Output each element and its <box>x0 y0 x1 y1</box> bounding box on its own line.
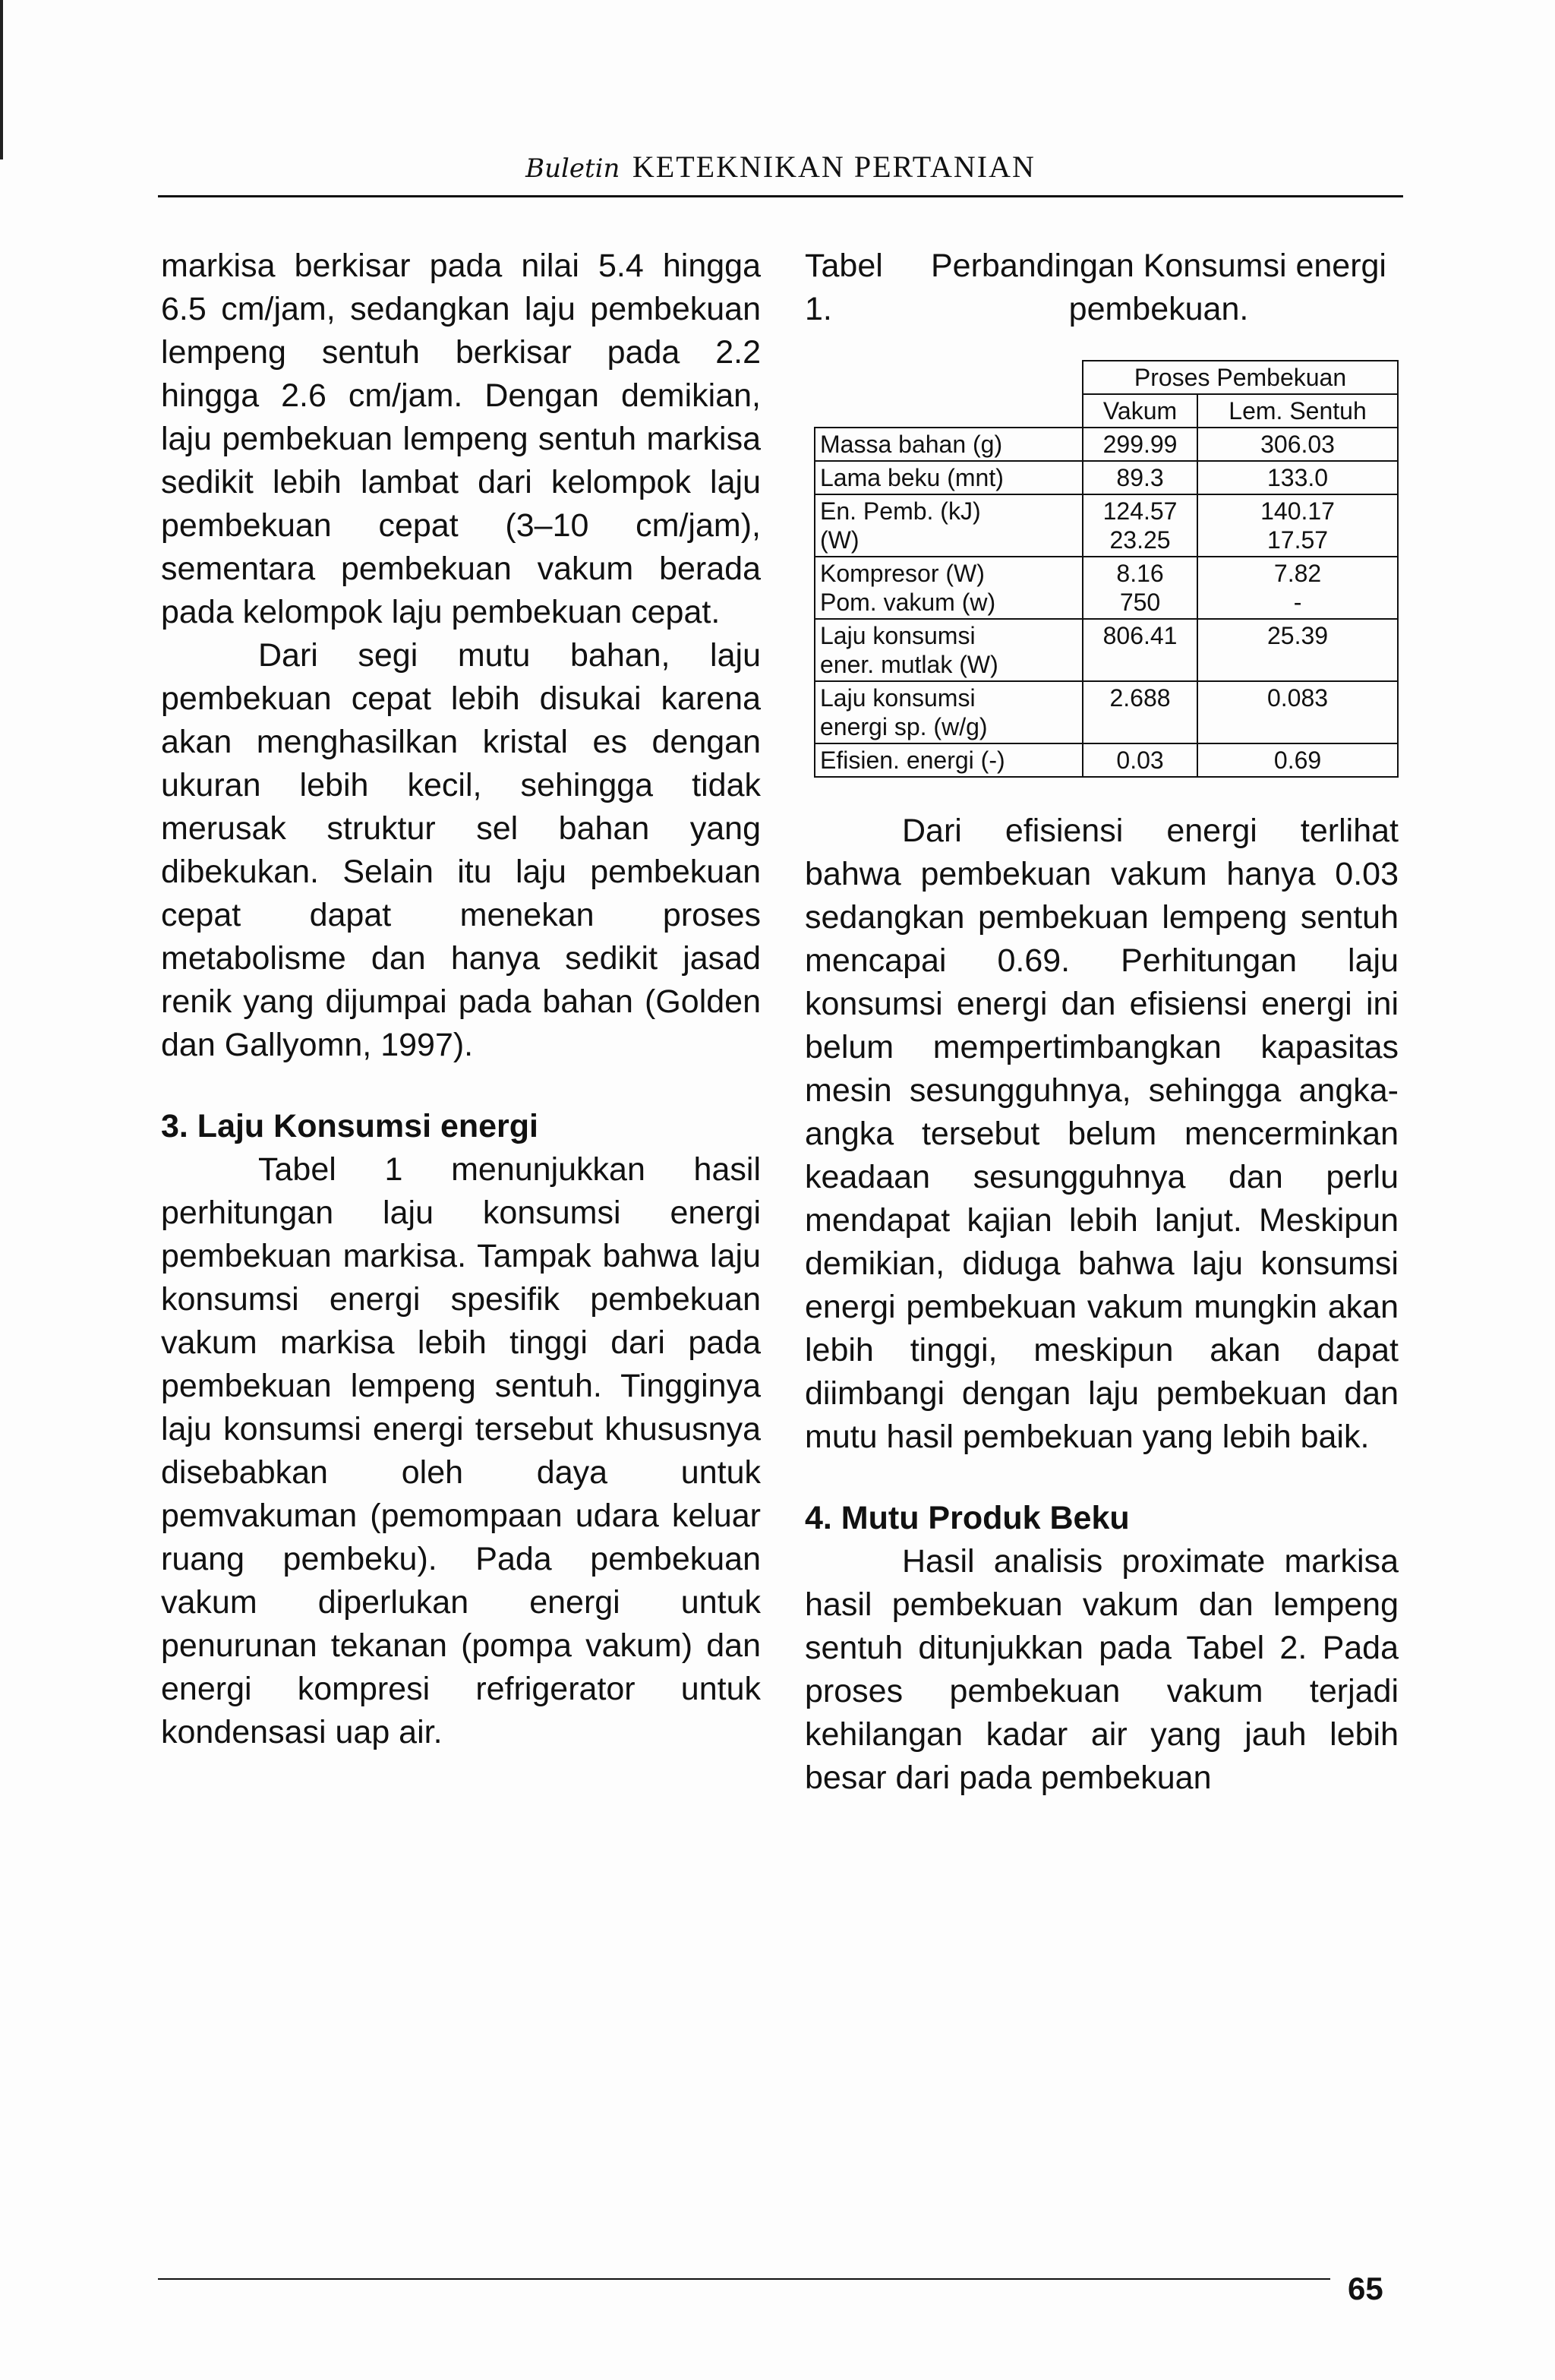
row-label-line: Kompresor (W) <box>820 560 985 587</box>
cell-value: 7.82 <box>1273 560 1322 587</box>
cell-value: 124.57 <box>1102 497 1178 525</box>
cell-lempeng: 0.083 <box>1197 681 1398 743</box>
row-label <box>815 619 1083 681</box>
table-caption-text: Perbandingan Konsumsi energi pembekuan. <box>930 248 1386 327</box>
table-row <box>815 461 1398 494</box>
row-label-line: (W) <box>820 526 860 554</box>
cell-vakum <box>1083 557 1197 619</box>
cell-lempeng: 133.0 <box>1197 461 1398 494</box>
cell-vakum <box>1083 494 1197 557</box>
row-label-line: ener. mutlak (W) <box>820 651 998 678</box>
cell-lempeng: 306.03 <box>1197 428 1398 461</box>
page-number: 65 <box>1348 2271 1383 2306</box>
left-column <box>161 245 761 1754</box>
paragraph: Dari efisiensi energi terlihat bahwa pembekuan vakum hanya 0.03 sedangkan pembekuan lempeng sentuh mencapai 0.69. Perhitungan laju konsumsi energi dan efisiensi energi ini belum mempertimbangkan kapasitas mesin sesungguhnya, sehingga angka-angka tersebut belum mencerminkan keadaan sesungguhnya dan perlu mendapat kajian lebih lanjut. Meskipun demikian, diduga bahwa laju konsumsi energi pembekuan vakum mungkin akan lebih tinggi, meskipun akan dapat diimbangi dengan laju pembekuan dan mutu hasil pembekuan yang lebih baik. <box>805 813 1399 1455</box>
journal-logo: Buletin <box>525 153 620 184</box>
table-header-row <box>815 361 1398 394</box>
table-caption <box>805 245 1399 331</box>
cell-vakum: 806.41 <box>1083 619 1197 681</box>
scan-edge-mark <box>0 0 3 159</box>
table-corner <box>815 361 1083 428</box>
row-label-line: Laju konsumsi <box>820 622 976 649</box>
row-label: Lama beku (mnt) <box>815 461 1083 494</box>
journal-title: KETEKNIKAN PERTANIAN <box>632 150 1036 184</box>
cell-vakum: 2.688 <box>1083 681 1197 743</box>
paragraph: markisa berkisar pada nilai 5.4 hingga 6.5 cm/jam, sedangkan laju pembekuan lempeng sentuh berkisar pada 2.2 hingga 2.6 cm/jam. Dengan demikian, laju pembekuan lempeng sentuh markisa sedikit lebih lambat dari kelompok laju pembekuan cepat (3–10 cm/jam), sementara pembekuan vakum berada pada kelompok laju pembekuan cepat. <box>161 248 761 630</box>
row-label-line: En. Pemb. (kJ) <box>820 497 981 525</box>
paragraph: Dari segi mutu bahan, laju pembekuan cepat lebih disukai karena akan menghasilkan kristal es dengan ukuran lebih kecil, sehingga tidak merusak struktur sel bahan yang dibekukan. Selain itu laju pembekuan cepat dapat menekan proses metabolisme dan hanya sedikit jasad renik yang dijumpai pada bahan (Golden dan Gallyomn, 1997). <box>161 637 761 1063</box>
cell-vakum: 299.99 <box>1083 428 1197 461</box>
cell-value: 17.57 <box>1266 526 1329 554</box>
row-label-line: energi sp. (w/g) <box>820 713 988 740</box>
section-heading: 3. Laju Konsumsi energi <box>161 1108 538 1144</box>
table-row <box>815 619 1398 681</box>
group-header: Proses Pembekuan <box>1083 361 1398 394</box>
paragraph: Tabel 1 menunjukkan hasil perhitungan laju konsumsi energi pembekuan markisa. Tampak bahwa laju konsumsi energi spesifik pembekuan vakum markisa lebih tinggi dari pada pembekuan lempeng sentuh. Tingginya laju konsumsi energi tersebut khususnya disebabkan oleh daya untuk pemvakuman (pemompaan udara keluar ruang pembeku). Pada pembekuan vakum diperlukan energi untuk penurunan tekanan (pompa vakum) dan energi kompresi refrigerator untuk kondensasi uap air. <box>161 1151 761 1750</box>
right-column <box>805 245 1399 1800</box>
cell-value: - <box>1293 589 1302 616</box>
row-label <box>815 557 1083 619</box>
row-label-line: Laju konsumsi <box>820 684 976 712</box>
cell-value: 750 <box>1119 589 1161 616</box>
table-row <box>815 494 1398 557</box>
cell-value: 23.25 <box>1109 526 1171 554</box>
table-row <box>815 743 1398 777</box>
paragraph: Hasil analisis proximate markisa hasil pembekuan vakum dan lempeng sentuh ditunjukkan pada Tabel 2. Pada proses pembekuan vakum terjadi kehilangan kadar air yang jauh lebih besar dari pada pembekuan <box>805 1543 1399 1796</box>
cell-lempeng <box>1197 557 1398 619</box>
footer-rule <box>158 2278 1330 2280</box>
section-heading: 4. Mutu Produk Beku <box>805 1500 1130 1536</box>
cell-lempeng: 0.69 <box>1197 743 1398 777</box>
energy-table <box>814 360 1399 778</box>
row-label: Massa bahan (g) <box>815 428 1083 461</box>
table-row <box>815 428 1398 461</box>
cell-value: 140.17 <box>1260 497 1335 525</box>
table-caption-label: Tabel 1. <box>805 248 883 327</box>
row-label <box>815 494 1083 557</box>
cell-value: 8.16 <box>1116 560 1164 587</box>
row-label: Efisien. energi (-) <box>815 743 1083 777</box>
row-label <box>815 681 1083 743</box>
cell-lempeng <box>1197 494 1398 557</box>
column-header: Vakum <box>1083 394 1197 428</box>
running-header <box>158 149 1403 197</box>
row-label-line: Pom. vakum (w) <box>820 589 996 616</box>
column-header: Lem. Sentuh <box>1197 394 1398 428</box>
cell-vakum: 89.3 <box>1083 461 1197 494</box>
table-row <box>815 681 1398 743</box>
cell-lempeng: 25.39 <box>1197 619 1398 681</box>
table-row <box>815 557 1398 619</box>
cell-vakum: 0.03 <box>1083 743 1197 777</box>
